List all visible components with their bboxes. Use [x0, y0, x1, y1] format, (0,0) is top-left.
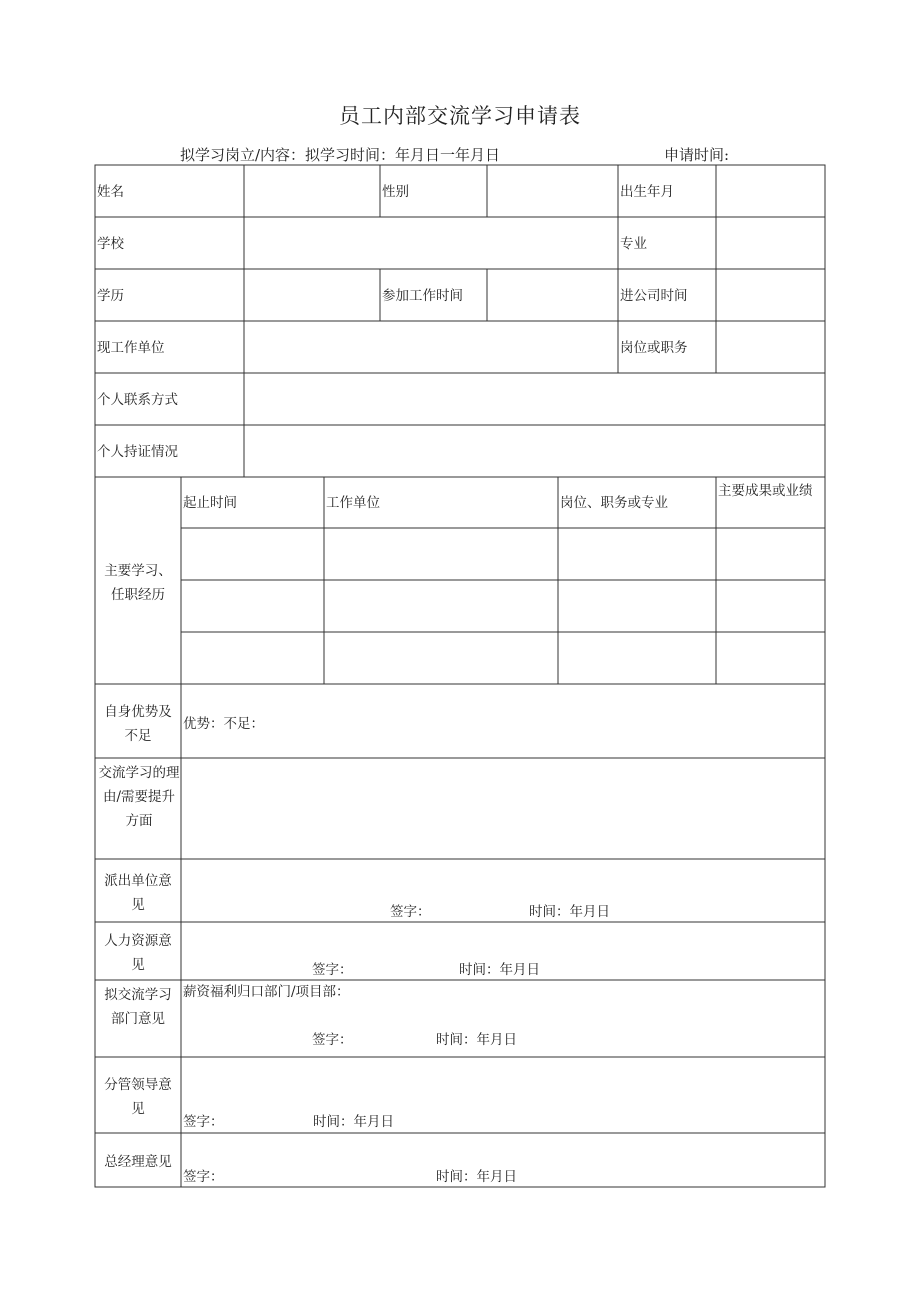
- target-dept-time: 时间：年月日: [436, 1032, 517, 1048]
- strengths-label: 自身优势及不足: [104, 704, 172, 744]
- work-start-label: 参加工作时间: [382, 288, 463, 304]
- certificates-label: 个人持证情况: [97, 444, 178, 460]
- hr-time: 时间：年月日: [459, 962, 540, 978]
- application-date-label: 申请时间:: [664, 146, 730, 164]
- target-dept-line: 薪资福利归口部门/项目部：: [183, 984, 350, 1000]
- leader-time: 时间：年月日: [313, 1114, 394, 1130]
- gm-time: 时间：年月日: [436, 1169, 517, 1185]
- history-col-position: 岗位、职务或专业: [560, 495, 668, 511]
- school-label: 学校: [97, 236, 124, 252]
- dispatch-label: 派出单位意见: [104, 873, 172, 913]
- hr-sign: 签字：: [312, 962, 353, 978]
- history-col-unit: 工作单位: [326, 495, 380, 511]
- gm-sign: 签字：: [183, 1169, 224, 1185]
- history-col-period: 起止时间: [183, 495, 237, 511]
- subheader-left: 拟学习岗立/内容：拟学习时间：年月日一年月日: [180, 146, 501, 164]
- major-label: 专业: [620, 236, 647, 252]
- target-dept-label: 拟交流学习部门意见: [104, 987, 172, 1027]
- position-label: 岗位或职务: [620, 340, 688, 356]
- dispatch-sign: 签字：: [390, 904, 431, 920]
- leader-label: 分管领导意见: [104, 1077, 172, 1117]
- history-col-achievements: 主要成果或业绩: [718, 483, 813, 499]
- gm-label: 总经理意见: [104, 1154, 172, 1170]
- current-unit-label: 现工作单位: [97, 340, 165, 356]
- education-label: 学历: [97, 288, 124, 304]
- join-company-label: 进公司时间: [620, 288, 688, 304]
- dispatch-time: 时间：年月日: [529, 904, 610, 920]
- name-label: 姓名: [97, 184, 124, 200]
- reason-label: 交流学习的理由/需要提升方面: [98, 765, 180, 829]
- strengths-content: 优势：不足：: [183, 716, 264, 732]
- target-dept-sign: 签字：: [312, 1032, 353, 1048]
- leader-sign: 签字：: [183, 1114, 224, 1130]
- page-title: 员工内部交流学习申请表: [339, 104, 581, 128]
- hr-label: 人力资源意见: [104, 933, 172, 973]
- history-label: 主要学习、任职经历: [104, 563, 172, 603]
- contact-label: 个人联系方式: [97, 392, 178, 408]
- gender-label: 性别: [382, 184, 409, 200]
- birth-label: 出生年月: [620, 184, 674, 200]
